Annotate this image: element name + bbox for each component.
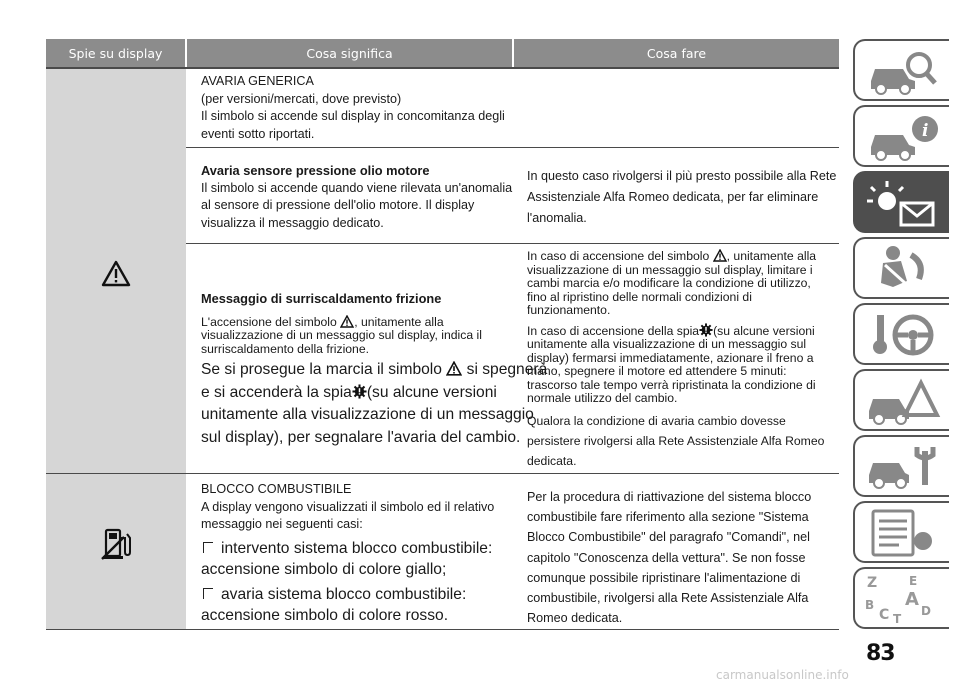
text-line: al sensore di pressione dell'olio motore. Il display xyxy=(201,198,475,212)
row4-meaning xyxy=(201,481,494,626)
text-line: accensione simbolo di colore giallo; xyxy=(201,560,447,578)
tab-car-info[interactable] xyxy=(853,105,949,167)
text-line: eventi sotto riportati. xyxy=(201,126,315,141)
fuel-cutoff-icon xyxy=(100,526,134,562)
text-fragment: (su alcune versioni xyxy=(713,323,815,338)
text-line: surriscaldamento della frizione. xyxy=(201,341,369,356)
text-line: (per versioni/mercati, dove previsto) xyxy=(201,91,402,106)
text-line: Per la procedura di riattivazione del sistema blocco xyxy=(527,490,812,504)
header-col-display: Spie su display xyxy=(46,39,185,68)
text-line: visualizzazione di un messaggio sul display, limitare i xyxy=(527,262,813,277)
text-fragment: avaria sistema blocco combustibile: xyxy=(221,585,467,603)
text-line: In questo caso rivolgersi il più presto possibile alla Rete xyxy=(527,169,837,183)
text-line: fino al ripristino delle normali condizioni di xyxy=(527,289,752,304)
text-fragment: Se si prosegue la marcia il simbolo xyxy=(201,361,442,378)
text-line: AVARIA GENERICA xyxy=(201,74,314,88)
row4-bullets xyxy=(201,538,494,626)
text-line: Blocco Combustibile" del paragrafo "Comandi", nel xyxy=(527,530,810,545)
text-line: BLOCCO COMBUSTIBILE xyxy=(201,482,352,496)
text-line: combustibile fare riferimento alla sezione "Sistema xyxy=(527,510,809,525)
text-line: Assistenziale Alfa Romeo dedicata, per far eliminare xyxy=(527,190,819,204)
row3-action-final xyxy=(527,411,824,471)
text-line: unitamente alla visualizzazione di un messaggio xyxy=(201,406,534,423)
bullet-item xyxy=(201,584,494,605)
text-line: visualizzazione di un messaggio sul display, indica il xyxy=(201,328,482,342)
bullet-item xyxy=(201,538,494,559)
tab-alphabetical-index[interactable] xyxy=(853,567,949,629)
text-line: normale utilizzo del cambio. xyxy=(527,391,678,405)
text-line: A display vengono visualizzati il simbolo ed il relativo xyxy=(201,499,495,514)
gear-warning-icon xyxy=(352,384,367,399)
text-fragment: intervento sistema blocco combustibile: xyxy=(221,539,493,557)
text-line xyxy=(527,249,824,264)
tab-starting-driving[interactable] xyxy=(853,303,949,365)
text-line: mano, spegnere il motore ed attendere 5 minuti: xyxy=(527,364,787,378)
text-line xyxy=(201,384,547,402)
text-line: messaggio nei seguenti casi: xyxy=(201,517,363,531)
svg-text:A: A xyxy=(905,589,919,610)
text-line: Romeo dedicata. xyxy=(527,611,623,626)
tab-warning-lights[interactable] xyxy=(853,171,949,233)
text-line: Qualora la condizione di avaria cambio dovesse xyxy=(527,413,786,428)
text-fragment: si spegnerà xyxy=(466,361,548,378)
text-line: unitamente alla visualizzazione di un messaggio sul xyxy=(527,337,807,351)
text-fragment: , unitamente alla xyxy=(354,314,444,329)
general-failure-warning-icon xyxy=(101,260,131,287)
row1-meaning xyxy=(201,73,505,143)
tab-car-search[interactable] xyxy=(853,39,949,101)
svg-text:E: E xyxy=(909,574,918,588)
steering-key-icon xyxy=(863,309,943,361)
technical-data-list-icon xyxy=(863,507,943,559)
header-col-meaning: Cosa significa xyxy=(187,39,512,68)
row-divider xyxy=(186,243,839,244)
svg-text:T: T xyxy=(893,612,902,625)
text-fragment: e si accenderà la spia xyxy=(201,383,352,401)
row-divider xyxy=(46,473,839,474)
text-line: accensione simbolo di colore rosso. xyxy=(201,606,449,624)
text-line: l'anomalia. xyxy=(527,211,587,225)
svg-text:i: i xyxy=(922,121,929,141)
watermark: carmanualsonline.info xyxy=(716,668,849,682)
text-fragment: (su alcune versioni xyxy=(366,383,497,401)
text-line: persistere rivolgersi alla Rete Assistenziale Alfa Romeo xyxy=(527,433,825,448)
text-line: Il simbolo si accende sul display in concomitanza degli xyxy=(201,109,505,123)
text-line: visualizza il messaggio dedicato. xyxy=(201,215,384,230)
text-line: display) fermarsi immediatamente, azionare il freno a xyxy=(527,350,814,365)
text-line: sul display), per segnalare l'avaria del cambio. xyxy=(201,428,521,446)
row3-meaning xyxy=(201,292,547,451)
text-fragment: In caso di accensione della spia xyxy=(527,323,700,338)
car-warning-triangle-icon xyxy=(863,375,943,427)
svg-text:Z: Z xyxy=(867,575,878,591)
bullet-marker xyxy=(203,542,213,553)
page-number: 83 xyxy=(866,641,895,666)
row2-action xyxy=(527,166,836,229)
text-line: funzionamento. xyxy=(527,303,611,317)
car-info-icon xyxy=(863,111,943,163)
car-search-icon xyxy=(863,45,943,97)
alphabetical-index-icon xyxy=(863,573,943,625)
text-line xyxy=(527,323,824,339)
tab-maintenance[interactable] xyxy=(853,435,949,497)
text-line: dedicata. xyxy=(527,453,577,468)
text-line: comunque possibile ripristinare l'alimentazione di xyxy=(527,570,801,585)
text-line: combustibile, rivolgersi alla Rete Assistenziale Alfa xyxy=(527,591,809,606)
svg-text:C: C xyxy=(879,607,890,623)
warning-triangle-icon xyxy=(713,249,727,262)
row2-meaning xyxy=(201,162,512,232)
text-fragment: , unitamente alla xyxy=(726,249,817,263)
bullet-marker xyxy=(203,588,213,599)
row3-action xyxy=(527,249,824,471)
text-line xyxy=(201,361,547,379)
airbag-seatbelt-icon xyxy=(863,243,943,295)
text-line: cambi marcia e/o modificare la condizione di utilizzo, xyxy=(527,276,811,290)
text-line xyxy=(201,315,547,330)
car-wrench-icon xyxy=(863,441,943,493)
warning-triangle-icon xyxy=(340,315,354,328)
text-fragment: In caso di accensione del simbolo xyxy=(527,249,710,263)
row2-title: Avaria sensore pressione olio motore xyxy=(201,163,430,178)
warning-triangle-icon xyxy=(446,361,462,376)
svg-text:D: D xyxy=(921,604,931,618)
tab-safety[interactable] xyxy=(853,237,949,299)
row3-note xyxy=(201,361,547,446)
text-line: capitolo "Conoscenza della vettura". Se non fosse xyxy=(527,550,806,565)
text-line: Il simbolo si accende quando viene rilevata un'anomalia xyxy=(201,180,513,195)
gear-warning-icon xyxy=(699,323,713,337)
svg-text:B: B xyxy=(865,598,875,612)
text-fragment: L'accensione del simbolo xyxy=(201,314,337,329)
tab-emergency[interactable] xyxy=(853,369,949,431)
row-divider xyxy=(46,629,839,630)
text-line: trascorso tale tempo verrà ripristinata la condizione di xyxy=(527,377,816,392)
warning-light-message-icon xyxy=(863,177,943,229)
row4-action xyxy=(527,487,811,628)
row3-title: Messaggio di surriscaldamento frizione xyxy=(201,291,442,306)
row-divider xyxy=(186,147,839,148)
tab-technical-data[interactable] xyxy=(853,501,949,563)
header-col-action: Cosa fare xyxy=(514,39,839,68)
